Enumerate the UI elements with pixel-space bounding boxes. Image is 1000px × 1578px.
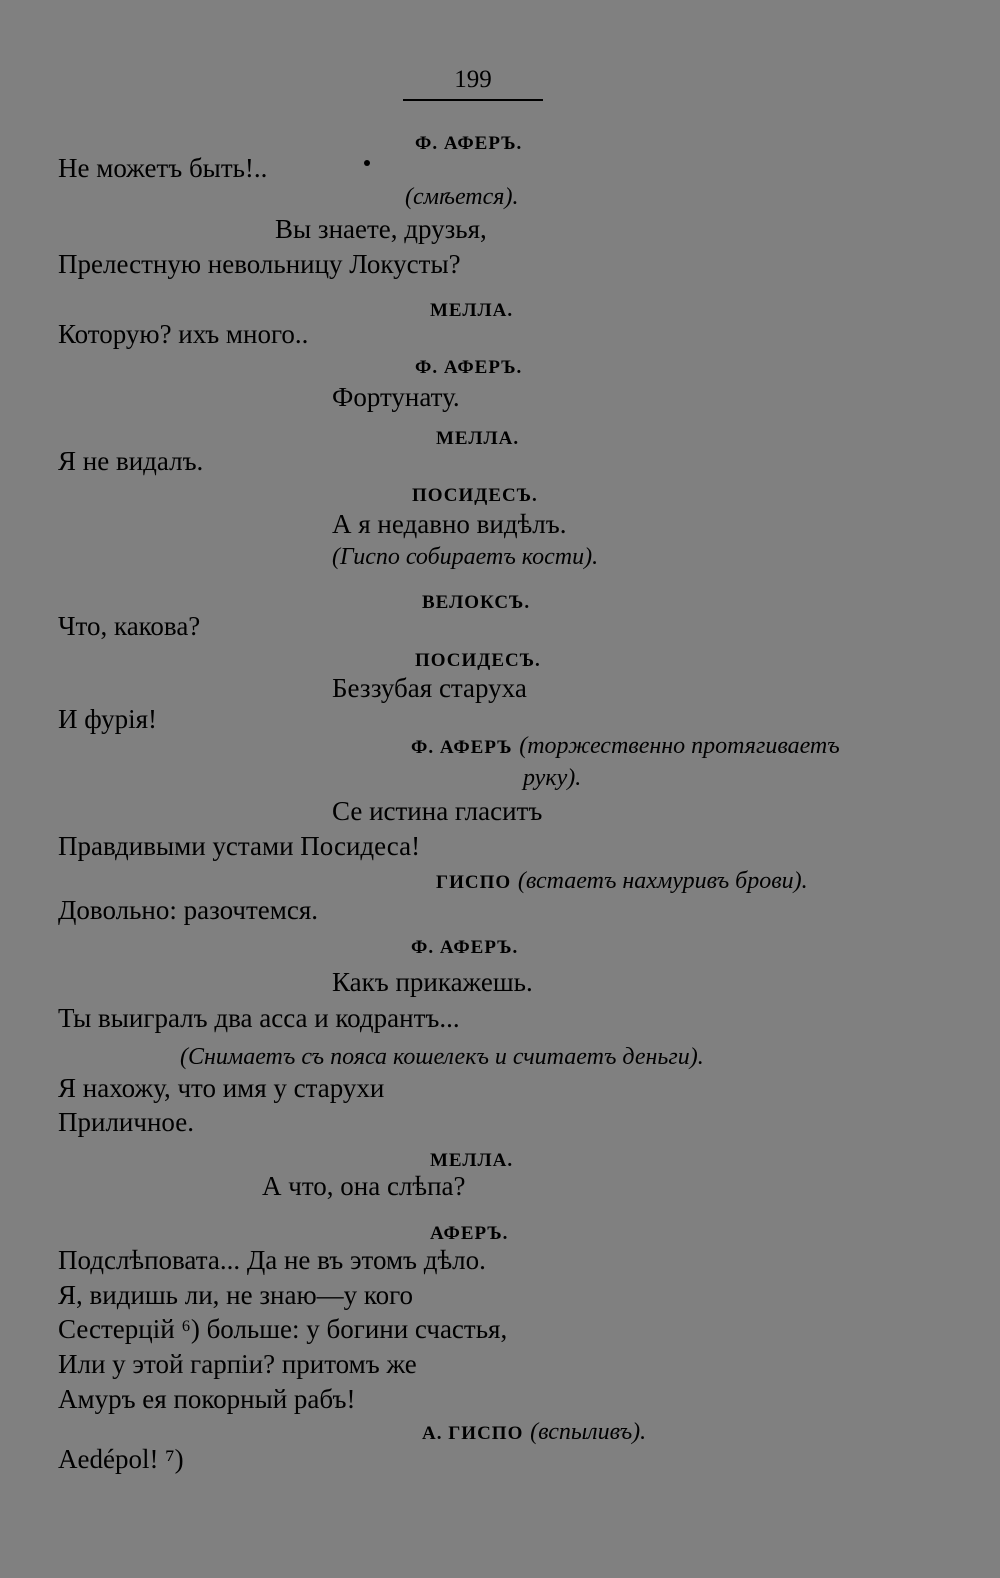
verse-line: Я, видишь ли, не знаю—у кого [58, 1280, 414, 1310]
verse-line: Беззубая старуха [332, 673, 527, 703]
verse-line: Что, какова? [58, 611, 201, 641]
verse-line: Или у этой гарпіи? притомъ же [58, 1349, 417, 1379]
verse-line: Которую? ихъ много.. [58, 319, 309, 349]
stage-direction: (смѣется). [405, 184, 519, 210]
speaker-name: А. ГИСПО [422, 1423, 524, 1444]
speaker-name: МЕЛЛА. [436, 428, 520, 449]
stray-dot [364, 160, 370, 166]
speaker-name: Ф. АФЕРЪ. [415, 133, 523, 154]
verse-line: Aedépol! ⁷) [58, 1444, 184, 1474]
verse-line: Се истина гласитъ [332, 796, 543, 826]
speaker-name: ПОСИДЕСЪ. [415, 650, 541, 671]
speaker-name: Ф. АФЕРЪ. [411, 937, 519, 958]
speaker-name: АФЕРЪ. [430, 1223, 509, 1244]
verse-line: Я нахожу, что имя у старухи [58, 1073, 385, 1103]
verse-line: Какъ прикажешь. [332, 967, 533, 997]
stage-direction: (торжественно протягиваетъ [519, 733, 840, 759]
verse-line: Я не видалъ. [58, 446, 204, 476]
verse-line: А что, она слѣпа? [262, 1171, 466, 1201]
stage-direction: (встаетъ нахмуривъ брови). [517, 868, 808, 894]
verse-line: Амуръ ея покорный рабъ! [58, 1384, 356, 1414]
speaker-name: ПОСИДЕСЪ. [412, 485, 538, 506]
stage-direction: (вспыливъ). [530, 1419, 647, 1445]
verse-line: Прелестную невольницу Локусты? [58, 249, 461, 279]
verse-line: Вы знаете, друзья, [275, 214, 487, 244]
verse-line: Фортунату. [332, 382, 460, 412]
verse-line: Довольно: разочтемся. [58, 895, 319, 925]
speaker-name: ГИСПО [436, 872, 512, 893]
stage-direction: (Гиспо собираетъ кости). [332, 544, 599, 570]
verse-line: А я недавно видѣлъ. [332, 509, 567, 539]
verse-line: Подслѣповата... Да не въ этомъ дѣло. [58, 1245, 486, 1275]
verse-line: Не можетъ быть!.. [58, 153, 268, 183]
header-rule [403, 99, 543, 101]
stage-direction: (Снимаетъ съ пояса кошелекъ и считаетъ деньги). [180, 1044, 704, 1070]
verse-line: Правдивыми устами Посидеса! [58, 831, 421, 861]
stage-direction: руку). [523, 765, 582, 791]
page-number: 199 [454, 66, 492, 93]
verse-line: Ты выигралъ два асса и кодрантъ... [58, 1003, 460, 1033]
speaker-name: МЕЛЛА. [430, 300, 514, 321]
speaker-name: ВЕЛОКСЪ. [422, 592, 531, 613]
speaker-name: Ф. АФЕРЪ [411, 737, 513, 758]
speaker-with-direction [436, 863, 808, 899]
speaker-name: МЕЛЛА. [430, 1150, 514, 1171]
verse-line: Приличное. [58, 1107, 194, 1137]
verse-line: И фурія! [58, 704, 157, 734]
speaker-with-direction [411, 728, 840, 764]
speaker-name: Ф. АФЕРЪ. [415, 357, 523, 378]
verse-line: Сестерцій ⁶) больше: у богини счастья, [58, 1314, 508, 1344]
speaker-with-direction [422, 1414, 646, 1450]
